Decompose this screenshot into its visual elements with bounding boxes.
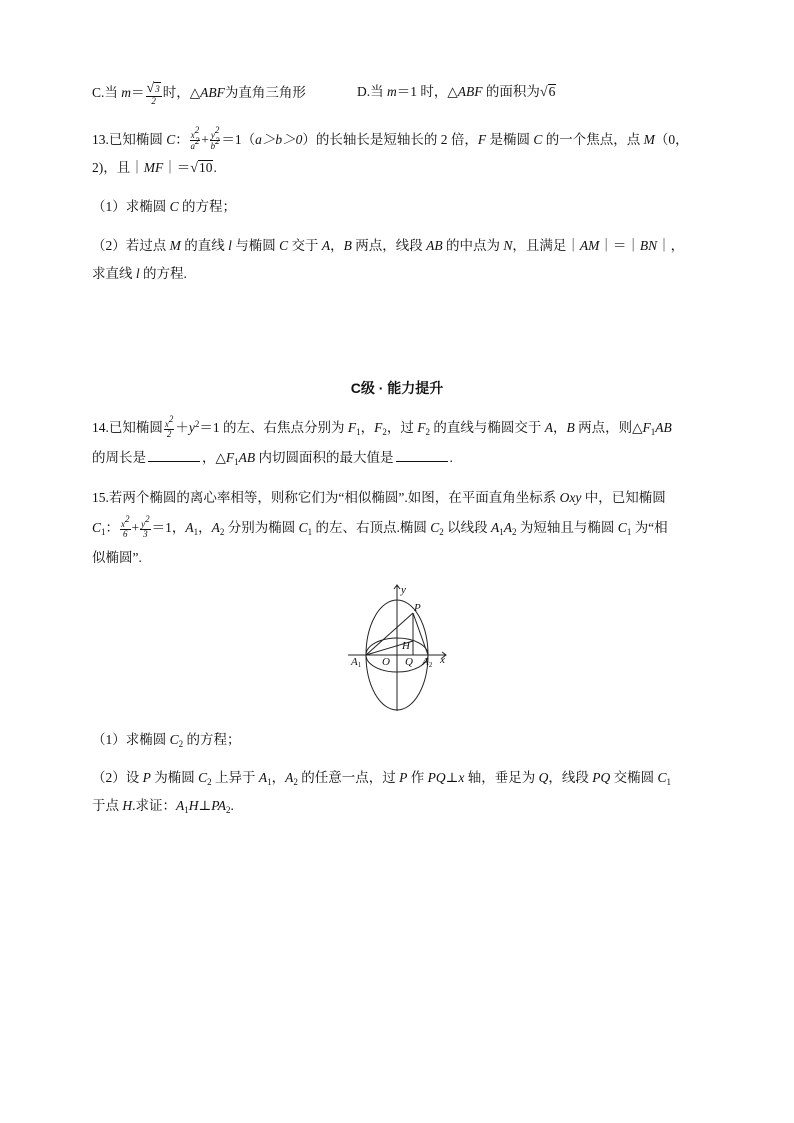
- text: ⊥: [445, 770, 459, 785]
- var-q: Q: [538, 770, 549, 785]
- text: 交椭圆: [610, 770, 658, 785]
- option-d: [357, 82, 556, 103]
- sub: 2: [225, 805, 231, 815]
- option-d-prefix: D.当: [357, 84, 387, 99]
- sub: 1: [499, 527, 504, 537]
- text: 求直线: [92, 266, 136, 281]
- text: 为椭圆: [150, 770, 199, 785]
- var-m: m: [121, 85, 132, 101]
- text: ＝1 的左、右焦点分别为: [199, 420, 348, 435]
- text: ⊥: [198, 798, 212, 813]
- text: .: [213, 160, 217, 175]
- var-p: P: [142, 770, 151, 785]
- q14-line-2: [92, 448, 453, 468]
- var-x: x: [164, 418, 169, 429]
- var-b: B: [343, 238, 352, 253]
- text: 为“相: [631, 520, 668, 535]
- segment-ab: AB: [655, 420, 672, 435]
- text: 分别为椭圆: [224, 520, 299, 535]
- var-x: x: [121, 518, 126, 529]
- text: 的方程；: [178, 199, 237, 214]
- text: ｜＝: [163, 160, 191, 175]
- text: （0，: [654, 132, 689, 147]
- var-a: A: [503, 520, 513, 535]
- text: 13.已知椭圆: [92, 132, 167, 147]
- sub: 1: [650, 427, 656, 437]
- var-p: P: [399, 770, 408, 785]
- text: .: [449, 450, 453, 465]
- label-o: O: [382, 656, 390, 668]
- var-f: F: [374, 420, 383, 435]
- text: 的一个焦点，点: [542, 132, 644, 147]
- sub: 2: [512, 527, 517, 537]
- text: 的方程；: [183, 732, 241, 747]
- fraction-x2-6: [120, 513, 131, 539]
- segment-pq: PQ: [427, 770, 446, 785]
- var-a: A: [491, 520, 500, 535]
- exp: 2: [195, 136, 200, 147]
- text: ，△: [202, 450, 226, 465]
- text: ｜，: [657, 238, 685, 253]
- var-a: A: [544, 420, 553, 435]
- text: .: [230, 798, 234, 813]
- text: （1）求椭圆: [92, 199, 170, 214]
- option-c-prefix: C.当: [92, 85, 122, 101]
- answer-blank-1[interactable]: [148, 449, 200, 462]
- sub: 2: [293, 777, 298, 787]
- triangle-abf: ABF: [457, 84, 483, 99]
- q15-part-2-line-2: [92, 796, 234, 816]
- var-b: B: [566, 420, 575, 435]
- answer-blank-2[interactable]: [396, 449, 448, 462]
- text: ，: [198, 520, 212, 535]
- text: 是椭圆: [486, 132, 534, 147]
- var-f: F: [642, 420, 651, 435]
- var-c: C: [298, 520, 308, 535]
- q13-part-2-line-1: [92, 236, 684, 256]
- triangle-abf: ABF: [200, 85, 225, 101]
- text: 作: [407, 770, 428, 785]
- q13-line-2: [92, 158, 217, 179]
- q13-part-2-line-2: [92, 264, 187, 284]
- var-m: m: [387, 84, 397, 99]
- q15-part-2-line-1: [92, 768, 671, 788]
- denominator: 3: [143, 528, 148, 539]
- label-x: x: [440, 654, 445, 666]
- text: 15.若两个椭圆的离心率相等，则称它们为“相似椭圆”.如图，在平面直角坐标系: [92, 490, 560, 505]
- sub: 2: [219, 527, 225, 537]
- text: 为直角三角形: [224, 85, 306, 101]
- var-b: b: [210, 141, 216, 152]
- var-c: C: [92, 520, 102, 535]
- segment-mf: MF: [143, 160, 164, 175]
- text: 上异于: [211, 770, 259, 785]
- text: ，: [330, 238, 344, 253]
- q14-line-1: [92, 413, 672, 439]
- label-a1: [350, 656, 362, 669]
- text: 两点，则△: [574, 420, 643, 435]
- var-c: C: [617, 520, 627, 535]
- exp: 2: [168, 413, 174, 424]
- var-a: A: [321, 238, 331, 253]
- text: 的周长是: [92, 450, 146, 465]
- text: 的中点为: [442, 238, 504, 253]
- var-a: A: [176, 798, 185, 813]
- sqrt-value: 10: [198, 160, 213, 175]
- text: （1）求椭圆: [92, 732, 170, 747]
- exp: 2: [194, 125, 200, 136]
- fraction-sqrt3-over-2: $\frac{√3}{2}$: [146, 81, 160, 106]
- condition: a＞b＞0: [255, 132, 303, 147]
- sub: 1: [234, 457, 239, 467]
- segment-am: AM: [579, 238, 600, 253]
- text: 内切圆面积的最大值是: [255, 450, 394, 465]
- text: 以线段: [443, 520, 492, 535]
- text: （2）设: [92, 770, 143, 785]
- text: ）的长轴长是短轴长的 2 倍，: [302, 132, 478, 147]
- ellipse-figure: [344, 583, 454, 713]
- segment-bn: BN: [639, 238, 658, 253]
- var-l: l: [228, 238, 232, 253]
- sub: 1: [307, 527, 313, 537]
- var-a: A: [285, 770, 294, 785]
- q15-line-2: [92, 513, 668, 539]
- text: 的左、右顶点.椭圆: [312, 520, 431, 535]
- var-c: C: [279, 238, 289, 253]
- label-y: y: [401, 584, 406, 596]
- fraction-x2-2: [164, 413, 175, 439]
- text: ，线段: [548, 770, 593, 785]
- label-a2-letter: A: [422, 656, 429, 668]
- var-a: A: [185, 520, 194, 535]
- plus: +: [131, 520, 140, 535]
- q13-part-1: [92, 197, 236, 217]
- text: 于点: [92, 798, 123, 813]
- label-h: H: [402, 640, 410, 652]
- q15-line-1: [92, 488, 666, 508]
- segment-pa: PA: [211, 798, 226, 813]
- exp: 2: [194, 419, 200, 429]
- text: （2）若过点: [92, 238, 170, 253]
- text: 两点，线段: [351, 238, 427, 253]
- var-y: y: [141, 518, 146, 529]
- text: 的面积为: [482, 84, 540, 99]
- exp: 2: [125, 513, 130, 524]
- label-p: P: [414, 602, 421, 614]
- var-f: F: [225, 450, 235, 465]
- text: 为短轴且与椭圆: [516, 520, 618, 535]
- q15-line-3: [92, 548, 142, 568]
- exp: 2: [145, 513, 150, 524]
- var-c: C: [198, 770, 208, 785]
- text: ，: [360, 420, 375, 435]
- var-c: C: [169, 199, 179, 214]
- text: 时，△: [162, 85, 201, 101]
- text: 的方程.: [139, 266, 187, 281]
- q15-part-1: [92, 730, 241, 750]
- var-m: M: [169, 238, 181, 253]
- text: 似椭圆”.: [92, 550, 142, 565]
- frac-den: 2: [151, 96, 156, 106]
- text: ，过: [386, 420, 418, 435]
- label-a1-sub: 1: [357, 661, 362, 669]
- text: .求证：: [132, 798, 176, 813]
- var-m: M: [643, 132, 655, 147]
- q13-line-1: [92, 125, 689, 152]
- sub: 2: [207, 777, 212, 787]
- sub: 2: [178, 739, 184, 749]
- sub: 1: [356, 427, 361, 437]
- text: 轴，垂足为: [464, 770, 539, 785]
- equals: ＝: [131, 85, 145, 101]
- segment-ab: AB: [426, 238, 443, 253]
- segment-ab: AB: [238, 450, 256, 465]
- text: 与椭圆: [231, 238, 280, 253]
- var-f: F: [477, 132, 487, 147]
- text: ＝1（: [221, 132, 256, 147]
- text: 中，已知椭圆: [581, 490, 666, 505]
- var-a: a: [190, 141, 196, 152]
- var-c: C: [533, 132, 543, 147]
- denominator: 6: [123, 528, 128, 539]
- sub: 1: [101, 527, 106, 537]
- sub: 2: [425, 427, 430, 437]
- var-a: A: [211, 520, 220, 535]
- label-a2: [421, 656, 433, 669]
- sub: 2: [382, 427, 387, 437]
- sub: 1: [193, 527, 199, 537]
- fraction-x2-a2: [190, 125, 201, 152]
- var-h: H: [122, 798, 133, 813]
- var-c: C: [657, 770, 667, 785]
- text: ｜＝｜: [599, 238, 640, 253]
- text: ：: [105, 520, 120, 535]
- sub: 1: [666, 777, 671, 787]
- label-a2-sub: 2: [428, 661, 433, 669]
- var-l: l: [135, 266, 140, 281]
- var-y: y: [210, 130, 215, 141]
- fraction-y2-3: [140, 513, 151, 539]
- segment-pq: PQ: [592, 770, 611, 785]
- var-x: x: [190, 130, 195, 141]
- text: ＋: [175, 420, 189, 435]
- var-f: F: [347, 420, 357, 435]
- var-c: C: [166, 132, 176, 147]
- exp: 2: [215, 136, 220, 147]
- var-a: A: [258, 770, 268, 785]
- sub: 1: [267, 777, 272, 787]
- coord-system: Oxy: [559, 490, 582, 505]
- var-x: x: [458, 770, 465, 785]
- section-heading: C级 · 能力提升: [350, 380, 444, 396]
- fraction-y2-b2: [210, 125, 221, 152]
- sqrt-symbol: √: [539, 85, 548, 100]
- var-c: C: [169, 732, 179, 747]
- text: 14.已知椭圆: [92, 420, 163, 435]
- option-c: [92, 82, 306, 106]
- text: 的直线与椭圆交于: [430, 420, 545, 435]
- sqrt-value: 6: [548, 84, 556, 99]
- var-y: y: [188, 420, 195, 435]
- plus: +: [201, 132, 209, 147]
- text: ，: [553, 420, 567, 435]
- sub: 1: [626, 527, 632, 537]
- text: 2)，且｜: [92, 160, 144, 175]
- text: ＝1，: [151, 520, 186, 535]
- text: 交于: [288, 238, 322, 253]
- denominator: 2: [166, 428, 172, 439]
- text: ，且满足｜: [512, 238, 580, 253]
- sqrt-symbol: √: [190, 161, 198, 176]
- var-f: F: [417, 420, 426, 435]
- label-a1-letter: A: [351, 656, 358, 668]
- text: ，: [271, 770, 286, 785]
- text: 的直线: [180, 238, 229, 253]
- var-c: C: [430, 520, 440, 535]
- exp: 2: [214, 125, 220, 136]
- sub: 1: [184, 805, 189, 815]
- var-n: N: [503, 238, 513, 253]
- label-q: Q: [405, 656, 413, 668]
- frac-num: 3: [155, 84, 160, 94]
- text: ：: [175, 132, 189, 147]
- text: ＝1 时，△: [396, 84, 458, 99]
- text: 的任意一点，过: [297, 770, 400, 785]
- sub: 2: [439, 527, 444, 537]
- var-h: H: [188, 798, 199, 813]
